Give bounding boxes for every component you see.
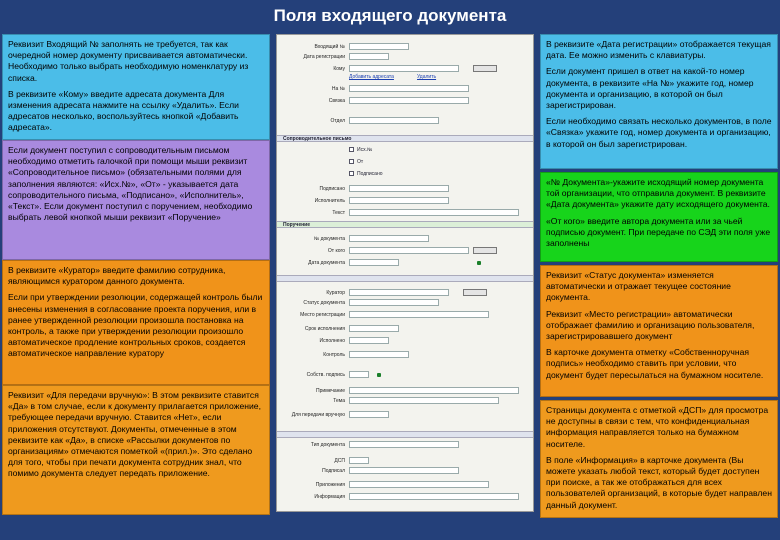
form-row-label: Связка	[328, 98, 345, 104]
form-row-label: Тема	[333, 398, 345, 404]
form-row	[277, 397, 533, 405]
note-curator	[2, 260, 270, 385]
note-text: Если при утверждении резолюции, содержащей контроль были внесены изменения в согласование проекта поручения, или в ранее утвержденной резолюции произошла постановка на контроль, а также при утверждении резолюции произошло автоматическое продление контрольных сроков, создается автоматическое направление куратору	[8, 292, 263, 359]
form-row	[277, 411, 533, 419]
note-text: В реквизите «Кому» введите адресата документа Для изменения адресата нажмите на ссылку «Удалить». Если адресатов несколько, воспользуйтесь кнопкой «Добавить адресата».	[8, 88, 239, 133]
form-row	[277, 43, 533, 51]
form-field[interactable]	[349, 209, 519, 216]
form-field[interactable]	[349, 481, 489, 488]
form-field[interactable]	[349, 337, 389, 344]
form-field[interactable]	[349, 325, 399, 332]
note-text: В поле «Информация» в карточке документа (Вы можете указать любой текст, который будет доступен при поиске, а так же отображаться для всех пользователей организаций, в которые будет направлен данный документ.	[546, 454, 772, 510]
form-row-label: Собств. подпись	[306, 372, 345, 378]
form-section-label: Поручение	[283, 222, 310, 228]
form-row-label: Примечание	[316, 388, 345, 394]
note-cover-letter	[2, 140, 270, 260]
incoming-document-form	[276, 34, 534, 512]
form-row	[277, 97, 533, 105]
form-select-button[interactable]	[473, 247, 497, 254]
form-field[interactable]	[349, 247, 469, 254]
form-section-header[interactable]	[277, 135, 533, 142]
form-section-header[interactable]	[277, 221, 533, 228]
form-row	[277, 325, 533, 333]
form-row-label: На №	[331, 86, 345, 92]
form-field[interactable]	[349, 493, 519, 500]
note-text: В карточке документа отметку «Собственноручная подпись» необходимо ставить при условии, что документ будет пересылаться на бумажном носителе.	[546, 347, 764, 380]
add-addressee-link[interactable]: Добавить адресата	[349, 74, 394, 80]
form-field[interactable]	[349, 85, 469, 92]
form-field[interactable]	[349, 457, 369, 464]
form-field[interactable]	[349, 467, 459, 474]
note-document-status	[540, 265, 778, 397]
note-manual-transfer	[2, 385, 270, 515]
form-row-label: ДСП	[334, 458, 345, 464]
form-checkbox-label: Подписано	[357, 171, 383, 177]
form-row-label: Срок исполнения	[304, 326, 345, 332]
note-text: Реквизит «Статус документа» изменяется автоматически и отражает текущее состояние документа.	[546, 270, 731, 303]
form-field[interactable]	[349, 411, 389, 418]
form-section-label: Сопроводительное письмо	[283, 136, 352, 142]
form-row	[277, 53, 533, 61]
form-row-label: Отдел	[330, 118, 345, 124]
form-row	[277, 289, 533, 297]
form-field[interactable]	[349, 97, 469, 104]
form-field[interactable]	[349, 371, 369, 378]
form-row-label: Тип документа	[310, 442, 345, 448]
form-row-label: Приложения	[315, 482, 345, 488]
note-text: Реквизит «Для передачи вручную»: В этом реквизите ставится «Да» в том случае, если к документу прилагается приложение, требующее передачи вручную. Ставится «Нет», если приложения отсутствуют. Документы, отмеченные в этом реквизите как «Да», в списке «Рассылки документов по организациям» отмечаются пометкой «(прил.)». Это сделано для того, чтобы при печати документа сотрудник знал, что помимо документа следует передать приложение.	[8, 390, 261, 479]
form-row	[277, 209, 533, 217]
note-text: Если документ поступил с сопроводительным письмом необходимо отметить галочкой при помощи мыши реквизит «Сопроводительное письмо» (обязательными полями для заполнения являются: «Исх.№», «От» - указывается дата сопроводительного письма, «Подписано», «Исполнитель», «Текст». Если документ поступил с поручением, необходимо выбрать левой кнопкой мыши реквизит «Поручение»	[8, 145, 253, 223]
note-text: В реквизите «Куратор» введите фамилию сотрудника, являющимся куратором данного документа.	[8, 265, 226, 287]
note-text: В реквизите «Дата регистрации» отображается текущая дата. Ее можно изменить с клавиатуры.	[546, 39, 771, 61]
form-field[interactable]	[349, 43, 409, 50]
form-field[interactable]	[349, 235, 429, 242]
note-text: Страницы документа с отметкой «ДСП» для просмотра не доступны в связи с тем, что конфиденциальная информация направляется только на бумажном носителе.	[546, 405, 769, 449]
note-document-number	[540, 172, 778, 262]
note-text: Реквизит Входящий № заполнять не требуется, так как очередной номер документу присваивается автоматически. Необходимо только выбрать необходимую номенклатуру из списка.	[8, 39, 249, 83]
form-field[interactable]	[349, 397, 499, 404]
form-row	[277, 197, 533, 205]
form-row-label: Подписал	[322, 468, 345, 474]
form-checkbox[interactable]	[349, 171, 354, 176]
form-field[interactable]	[349, 351, 409, 358]
form-section-header[interactable]	[277, 431, 533, 438]
note-text: Если необходимо связать несколько документов, в поле «Связка» укажите год, номер документа и организацию, в которой он был зарегистрирован.	[546, 116, 772, 149]
note-text: Реквизит «Место регистрации» автоматически отображает фамилию и организацию пользователя, зарегистрировавшего документ	[546, 308, 755, 342]
form-row	[277, 259, 533, 267]
form-select-button[interactable]	[463, 289, 487, 296]
form-row	[277, 467, 533, 475]
form-row	[277, 457, 533, 465]
note-registration-date	[540, 34, 778, 169]
form-row-label: Подписано	[319, 186, 345, 192]
status-indicator-icon	[477, 261, 481, 265]
note-incoming-number	[2, 34, 270, 140]
form-field[interactable]	[349, 117, 439, 124]
form-row	[277, 117, 533, 125]
form-field[interactable]	[349, 299, 439, 306]
form-row	[277, 493, 533, 501]
form-row-label: Текст	[332, 210, 345, 216]
form-checkbox[interactable]	[349, 147, 354, 152]
form-section-header[interactable]	[277, 275, 533, 282]
form-field[interactable]	[349, 311, 489, 318]
form-row	[277, 311, 533, 319]
form-field[interactable]	[349, 441, 459, 448]
form-row	[277, 351, 533, 359]
form-row	[277, 371, 533, 379]
form-row-label: Исполнитель	[314, 198, 345, 204]
form-row-label: Информация	[314, 494, 345, 500]
form-field[interactable]	[349, 289, 449, 296]
note-dsp-information	[540, 400, 778, 518]
form-row-label: Место регистрации	[300, 312, 345, 318]
note-text: «№ Документа»-укажите исходящий номер документа той организации, что отправила документ. В реквизите «Дата документа» укажите дату исходящего документа.	[546, 177, 770, 210]
form-row	[277, 85, 533, 93]
status-indicator-icon	[377, 373, 381, 377]
form-row-label: Кому	[333, 66, 345, 72]
form-row	[277, 481, 533, 489]
form-field[interactable]	[349, 185, 449, 192]
form-checkbox-label: От	[357, 159, 364, 165]
form-row-label: Куратор	[326, 290, 345, 296]
note-text: Если документ пришел в ответ на какой-то номер документа, в реквизите «На №» укажите год, номер документа и организацию, в которой он был зарегистрирован.	[546, 66, 754, 111]
form-row-label: Дата документа	[308, 260, 345, 266]
form-row-label: Контроль	[323, 352, 345, 358]
form-checkbox-label: Исх.№	[357, 147, 373, 153]
form-field[interactable]	[349, 65, 459, 72]
form-select-button[interactable]	[473, 65, 497, 72]
form-row	[277, 235, 533, 243]
form-row-label: Статус документа	[303, 300, 345, 306]
form-row	[277, 337, 533, 345]
form-row	[277, 299, 533, 307]
form-field[interactable]	[349, 53, 389, 60]
form-row-label: № документа	[313, 236, 345, 242]
note-text: «От кого» введите автора документа или за чьей подписью документ. При передаче по СЭД эти поля уже заполнены	[546, 215, 771, 249]
page-title: Поля входящего документа	[273, 6, 507, 25]
form-field[interactable]	[349, 387, 519, 394]
form-row	[277, 387, 533, 395]
form-field[interactable]	[349, 259, 399, 266]
form-row-label: Дата регистрации	[303, 54, 345, 60]
form-row-label: От кого	[327, 248, 345, 254]
form-row	[277, 441, 533, 449]
form-field[interactable]	[349, 197, 449, 204]
delete-addressee-link[interactable]: Удалить	[417, 74, 437, 80]
form-checkbox[interactable]	[349, 159, 354, 164]
form-row-label: Для передачи вручную	[291, 412, 345, 418]
form-row	[277, 185, 533, 193]
form-row-label: Исполнено	[319, 338, 345, 344]
form-row-label: Входящий №	[314, 44, 345, 50]
